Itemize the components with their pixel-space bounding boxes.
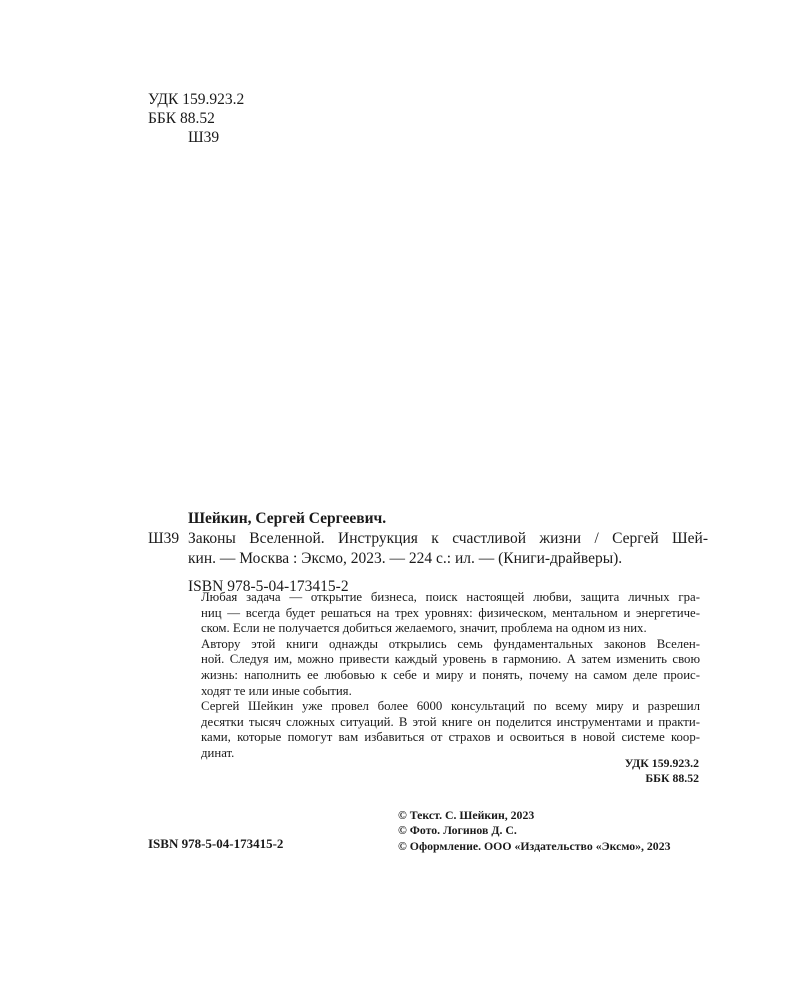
copyright-text: © Текст. С. Шейкин, 2023: [398, 808, 535, 822]
annotation-line: Сергей Шейкин уже провел более 6000 консультаций по всему миру и разрешил: [201, 699, 700, 714]
description-line: кин. — Москва : Эксмо, 2023. — 224 с.: ил. — (Книги-драйверы).: [188, 550, 623, 567]
top-classification-codes: [148, 90, 244, 147]
author-heading: Шейкин, Сергей Сергеевич.: [188, 510, 387, 527]
bibliographic-entry: [148, 509, 708, 597]
udk-code-right: УДК 159.923.2: [624, 756, 699, 770]
copyright-block: [398, 808, 671, 854]
copyright-design: © Оформление. ООО «Издательство «Эксмо», 2023: [398, 838, 671, 853]
annotation-line: ками, которые помогут вам избавиться от страхов и освоиться в новой системе коор-: [201, 730, 700, 745]
annotation-line: ниц — всегда будет решаться на трех уровнях: физическом, ментальном и энергетиче-: [201, 605, 700, 620]
entry-author-mark: Ш39: [148, 530, 180, 547]
annotation-line: ной. Следуя им, можно привести каждый уровень в гармонию. А затем изменить свою: [201, 652, 700, 667]
author-mark: Ш39: [188, 129, 220, 146]
annotation-line: Автору этой книги однажды открылись семь фундаментальных законов Вселен-: [201, 636, 700, 651]
description-line: Законы Вселенной. Инструкция к счастливой жизни / Сергей Шей-: [188, 530, 708, 547]
annotation-line: Любая задача — открытие бизнеса, поиск настоящей любви, защита личных гра-: [201, 590, 700, 604]
annotation-paragraph: [188, 590, 700, 637]
bbk-code: ББК 88.52: [148, 110, 215, 127]
annotation-paragraph: [188, 699, 700, 761]
annotation-line: жизнь: наполнить ее любовью к себе и миру и понять, почему на самом деле проис-: [201, 667, 700, 682]
book-description: [148, 529, 708, 569]
bbk-code-right: ББК 88.52: [645, 771, 699, 785]
annotation-line: динат.: [201, 745, 235, 760]
annotation-line: ходят те или иные события.: [201, 683, 352, 698]
annotation: [188, 590, 700, 762]
annotation-line: десятки тысяч сложных ситуаций. В этой книге он поделится инструментами и практи-: [201, 714, 700, 729]
right-classification-codes: [560, 756, 699, 786]
copyright-photo: © Фото. Логинов Д. С.: [398, 823, 517, 838]
annotation-paragraph: [188, 637, 700, 699]
description-block: [148, 529, 708, 569]
entry-isbn: ISBN 978-5-04-173415-2: [188, 578, 349, 595]
annotation-line: ском. Если не получается добиться желаемого, значит, проблема на одном из них.: [201, 621, 647, 636]
udk-code: УДК 159.923.2: [148, 91, 245, 108]
isbn-bottom: ISBN 978-5-04-173415-2: [148, 836, 284, 851]
